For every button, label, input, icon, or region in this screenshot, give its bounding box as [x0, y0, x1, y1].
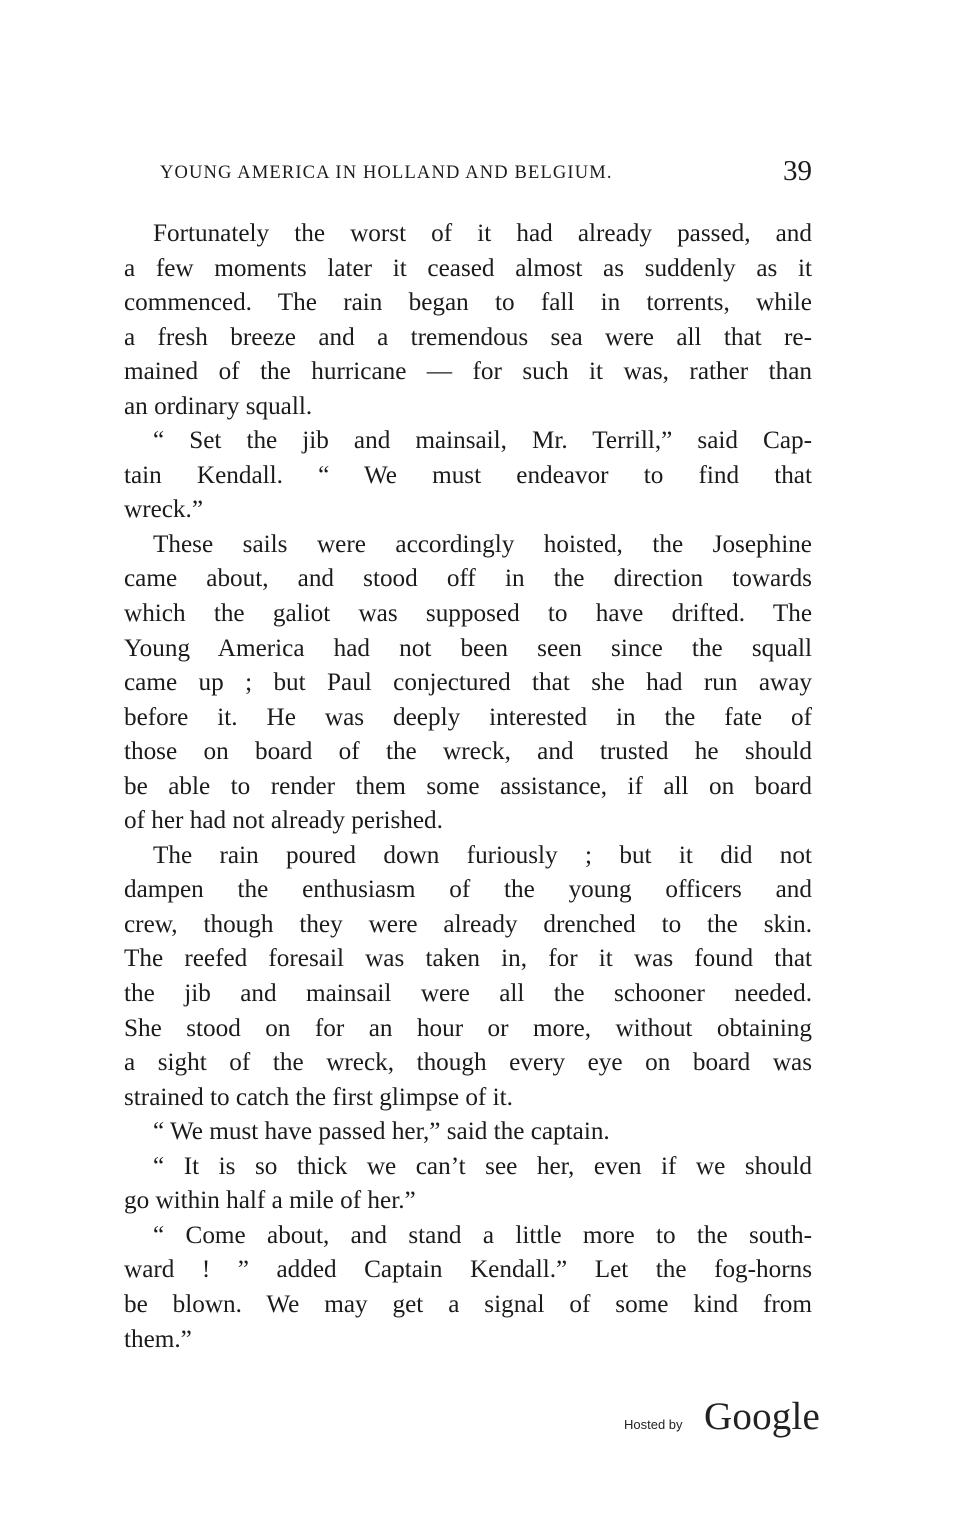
text-line: mained of the hurricane — for such it was, rather than	[124, 358, 812, 386]
text-line: those on board of the wreck, and trusted he should	[124, 738, 812, 766]
text-line: of her had not already perished.	[124, 807, 443, 835]
google-logo: Google	[704, 1395, 821, 1438]
text-line: be able to render them some assistance, if all on board	[124, 772, 812, 800]
hosted-by-label: Hosted by	[624, 1417, 683, 1432]
body-text	[124, 217, 812, 1357]
text-line: “ Set the jib and mainsail, Mr. Terrill,” said Cap-	[153, 427, 812, 455]
text-line: Fortunately the worst of it had already passed, and	[153, 220, 812, 247]
text-line: a fresh breeze and a tremendous sea were all that re-	[124, 323, 812, 351]
text-line: before it. He was deeply interested in the fate of	[124, 703, 812, 731]
text-line: “ It is so thick we can’t see her, even if we should	[153, 1152, 812, 1180]
text-line: crew, though they were already drenched to the skin.	[124, 910, 812, 938]
text-line: wreck.”	[124, 496, 204, 524]
text-line: The reefed foresail was taken in, for it was found that	[124, 945, 812, 973]
running-title: YOUNG AMERICA IN HOLLAND AND BELGIUM.	[160, 163, 613, 183]
page-number: 39	[783, 155, 812, 187]
text-line: be blown. We may get a signal of some kind from	[124, 1290, 812, 1318]
text-line: go within half a mile of her.”	[124, 1187, 416, 1215]
text-line: commenced. The rain began to fall in torrents, while	[124, 289, 812, 317]
text-line: came about, and stood off in the direction towards	[124, 565, 812, 593]
text-line: tain Kendall. “ We must endeavor to find that	[124, 461, 812, 489]
text-line: which the galiot was supposed to have drifted. The	[124, 600, 812, 628]
text-line: Young America had not been seen since the squall	[124, 634, 812, 662]
text-line: the jib and mainsail were all the schooner needed.	[124, 980, 812, 1008]
text-line: She stood on for an hour or more, without obtaining	[124, 1014, 812, 1042]
text-line: “ Come about, and stand a little more to the south-	[153, 1221, 812, 1249]
text-line: dampen the enthusiasm of the young officers and	[124, 876, 812, 904]
text-line: The rain poured down furiously ; but it did not	[153, 841, 812, 869]
text-line: strained to catch the first glimpse of it.	[124, 1083, 513, 1111]
text-line: them.”	[124, 1325, 192, 1353]
text-line: “ We must have passed her,” said the captain.	[153, 1118, 610, 1146]
text-line: These sails were accordingly hoisted, the Josephine	[153, 530, 812, 558]
text-line: came up ; but Paul conjectured that she had run away	[124, 669, 812, 697]
text-line: ward ! ” added Captain Kendall.” Let the fog-horns	[124, 1256, 812, 1284]
text-line: a sight of the wreck, though every eye on board was	[124, 1049, 812, 1077]
text-line: an ordinary squall.	[124, 392, 313, 420]
hosted-by-google-watermark	[624, 1395, 824, 1440]
text-line: a few moments later it ceased almost as suddenly as it	[124, 254, 812, 282]
running-header	[160, 157, 812, 193]
